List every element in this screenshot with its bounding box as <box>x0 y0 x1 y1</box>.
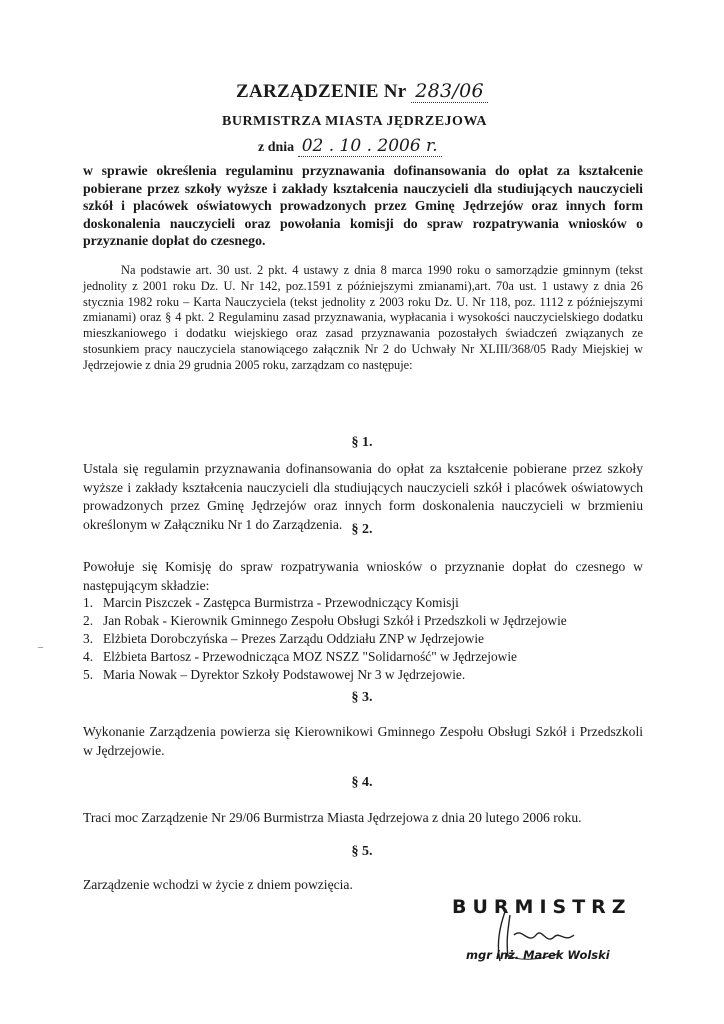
list-item: 2. Jan Robak - Kierownik Gminnego Zespołu Obsługi Szkół i Przedszkoli w Jędrzejowie <box>83 613 567 628</box>
section-heading-5: § 5. <box>351 844 373 859</box>
stamp-title: BURMISTRZ <box>452 896 632 918</box>
committee-list <box>83 594 663 684</box>
handwritten-number: 283/06 <box>411 80 488 103</box>
section-heading-2: § 2. <box>351 522 373 537</box>
list-item: 4. Elżbieta Bartosz - Przewodnicząca MOZ NSZZ "Solidarność" w Jędrzejowie <box>83 649 518 664</box>
margin-mark: – <box>38 642 43 653</box>
list-item: 3. Elżbieta Dorobczyńska – Prezes Zarządu Oddziału ZNP w Jędrzejowie <box>83 631 484 646</box>
section-text-2: Powołuje się Komisję do spraw rozpatrywania wniosków o przyznanie dopłat do czesnego w następującym składzie: <box>83 559 643 593</box>
stamp-name: mgr inż. Marek Wolski <box>466 948 610 962</box>
preamble: Na podstawie art. 30 ust. 2 pkt. 4 ustawy z dnia 8 marca 1990 roku o samorządzie gminnym (tekst jednolity z 2001 roku Dz. U. Nr 142, poz.1591 z późniejszymi zmianami),art. 70a ust. 1 ustawy z dnia 26 stycznia 1982 roku – Karta Nauczyciela (tekst jednolity z 2003 roku Dz. U. Nr 118, poz. 1112 z późniejszymi zmianami) oraz § 4 pkt. 2 Regulaminu zasad przyznawania, wypłacania i wysokości nauczycielskiego dodatku mieszkaniowego i dodatku wiejskiego oraz zasad przyznawania pozostałych świadczeń związanych ze stosunkiem pracy nauczyciela stanowiącego załącznik Nr 2 do Uchwały Nr XLIII/368/05 Rady Miejskiej w Jędrzejowie z dnia 29 grudnia 2005 roku, zarządzam co następuje: <box>83 263 643 372</box>
issuer: BURMISTRZA MIASTA JĘDRZEJOWA <box>222 114 488 129</box>
section-heading-1: § 1. <box>351 435 373 450</box>
title-prefix: ZARZĄDZENIE Nr <box>236 81 407 102</box>
section-text-5: Zarządzenie wchodzi w życie z dniem powzięcia. <box>83 877 353 892</box>
handwritten-date: 02 . 10 . 2006 r. <box>298 136 442 157</box>
subject: w sprawie określenia regulaminu przyznawania dofinansowania do opłat za kształcenie pobierane przez szkoły wyższe i zakłady kształcenia nauczycieli dla studiujących nauczycieli szkół i placówek oświatowych prowadzonych przez Gminę Jędrzejów oraz innych form doskonalenia nauczycieli oraz powołania komisji do spraw rozpatrywania wniosków o przyznanie dopłat do czesnego. <box>83 163 643 248</box>
date-prefix: z dnia <box>258 140 295 155</box>
section-text-4: Traci moc Zarządzenie Nr 29/06 Burmistrza Miasta Jędrzejowa z dnia 20 lutego 2006 roku. <box>83 810 582 825</box>
date-line <box>258 136 442 156</box>
list-item: 5. Maria Nowak – Dyrektor Szkoły Podstawowej Nr 3 w Jędrzejowie. <box>83 667 466 682</box>
section-heading-3: § 3. <box>351 690 373 705</box>
section-text-3: Wykonanie Zarządzenia powierza się Kierownikowi Gminnego Zespołu Obsługi Szkół i Przedszkoli w Jędrzejowie. <box>83 724 643 758</box>
section-text-1: Ustala się regulamin przyznawania dofinansowania do opłat za kształcenie pobierane przez szkoły wyższe i zakłady kształcenia nauczycieli dla studiujących nauczycieli szkół i placówek oświatowych prowadzonych przez Gminę Jędrzejów oraz innych form doskonalenia nauczycieli w brzmieniu określonym w Załączniku Nr 1 do Zarządzenia. <box>83 461 643 532</box>
list-item: 1. Marcin Piszczek - Zastępca Burmistrza - Przewodniczący Komisji <box>83 595 459 610</box>
document-title <box>236 80 488 103</box>
section-heading-4: § 4. <box>351 775 373 790</box>
